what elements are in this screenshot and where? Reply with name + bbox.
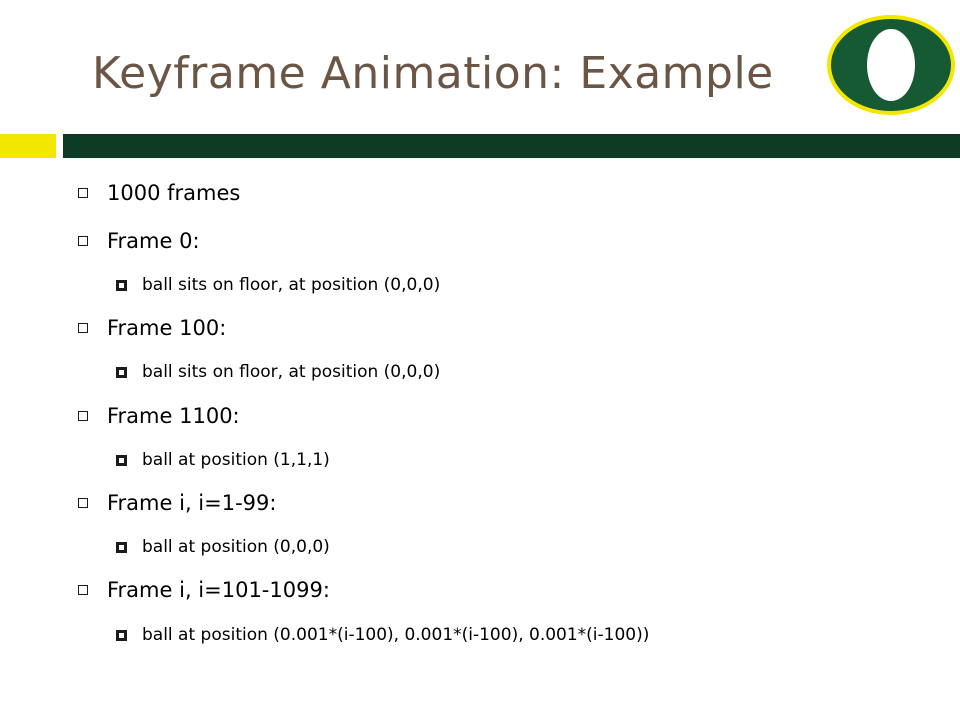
sub-bullet-text: ball sits on floor, at position (0,0,0) (142, 362, 441, 382)
sub-bullet-item (116, 537, 330, 557)
bullet-text: 1000 frames (107, 181, 241, 205)
bullet-item (78, 491, 276, 515)
accent-bar-green (63, 134, 960, 158)
oregon-o-logo (822, 10, 960, 120)
bullet-text: Frame 0: (107, 229, 200, 253)
bullet-text: Frame i, i=101-1099: (107, 578, 330, 602)
hollow-square-bullet-icon (78, 411, 88, 421)
sub-bullet-item (116, 625, 649, 645)
slide-title: Keyframe Animation: Example (92, 48, 774, 99)
hollow-square-bullet-icon (78, 188, 88, 198)
bullet-item (78, 316, 226, 340)
bullet-item (78, 181, 240, 205)
sub-bullet-text: ball sits on floor, at position (0,0,0) (142, 275, 441, 295)
filled-square-bullet-icon (116, 455, 127, 466)
hollow-square-bullet-icon (78, 236, 88, 246)
sub-bullet-item (116, 450, 330, 470)
filled-square-bullet-icon (116, 280, 127, 291)
sub-bullet-item (116, 275, 440, 295)
filled-square-bullet-icon (116, 630, 127, 641)
sub-bullet-text: ball at position (1,1,1) (142, 450, 330, 470)
hollow-square-bullet-icon (78, 498, 88, 508)
filled-square-bullet-icon (116, 367, 127, 378)
sub-bullet-text: ball at position (0.001*(i-100), 0.001*(i-100), 0.001*(i-100)) (142, 625, 650, 645)
bullet-text: Frame i, i=1-99: (107, 491, 277, 515)
hollow-square-bullet-icon (78, 585, 88, 595)
bullet-text: Frame 100: (107, 316, 227, 340)
hollow-square-bullet-icon (78, 323, 88, 333)
bullet-item (78, 404, 240, 428)
accent-bar-yellow (0, 134, 56, 158)
bullet-item (78, 229, 200, 253)
sub-bullet-item (116, 362, 440, 382)
filled-square-bullet-icon (116, 542, 127, 553)
sub-bullet-text: ball at position (0,0,0) (142, 537, 330, 557)
bullet-item (78, 578, 330, 602)
bullet-text: Frame 1100: (107, 404, 240, 428)
